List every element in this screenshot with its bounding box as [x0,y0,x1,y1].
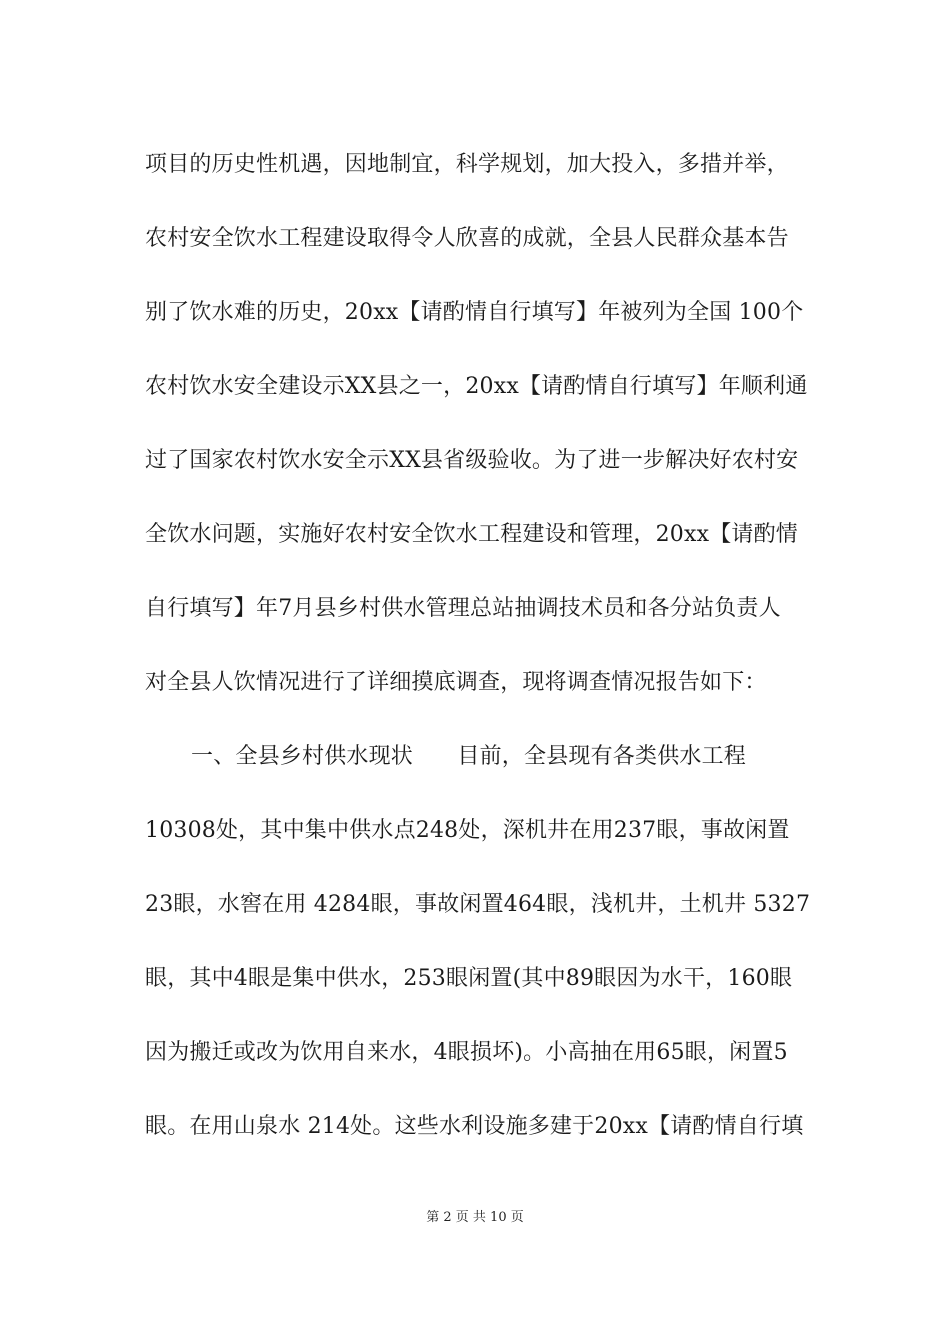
text-line: 别了饮水难的历史，20xx【请酌情自行填写】年被列为全国 100个 [145,300,804,325]
text-line: 项目的历史性机遇，因地制宜，科学规划，加大投入，多措并举， [145,152,789,177]
text-line: 过了国家农村饮水安全示XX县省级验收。为了进一步解决好农村安 [145,448,799,473]
text-line: 全饮水问题，实施好农村安全饮水工程建设和管理，20xx【请酌情 [145,522,799,547]
text-line: 眼。在用山泉水 214处。这些水利设施多建于20xx【请酌情自行填 [145,1114,804,1139]
page-number-footer: 第 2 页 共 10 页 [426,1210,524,1225]
section-heading-line: 一、全县乡村供水现状 目前，全县现有各类供水工程 [191,744,747,769]
text-line: 23眼，水窖在用 4284眼，事故闲置464眼，浅机井，土机井 5327 [145,892,811,917]
text-line: 对全县人饮情况进行了详细摸底调查，现将调查情况报告如下： [145,670,767,695]
text-line: 眼，其中4眼是集中供水，253眼闲置(其中89眼因为水干，160眼 [145,966,793,991]
text-line: 农村安全饮水工程建设取得令人欣喜的成就，全县人民群众基本告 [145,226,789,251]
text-line: 农村饮水安全建设示XX县之一，20xx【请酌情自行填写】年顺利通 [145,374,808,399]
text-line: 10308处，其中集中供水点248处，深机井在用237眼，事故闲置 [145,818,790,843]
text-line: 自行填写】年7月县乡村供水管理总站抽调技术员和各分站负责人 [145,596,781,621]
body-text [145,128,810,1164]
text-line: 因为搬迁或改为饮用自来水，4眼损坏)。小高抽在用65眼，闲置5 [145,1040,788,1065]
